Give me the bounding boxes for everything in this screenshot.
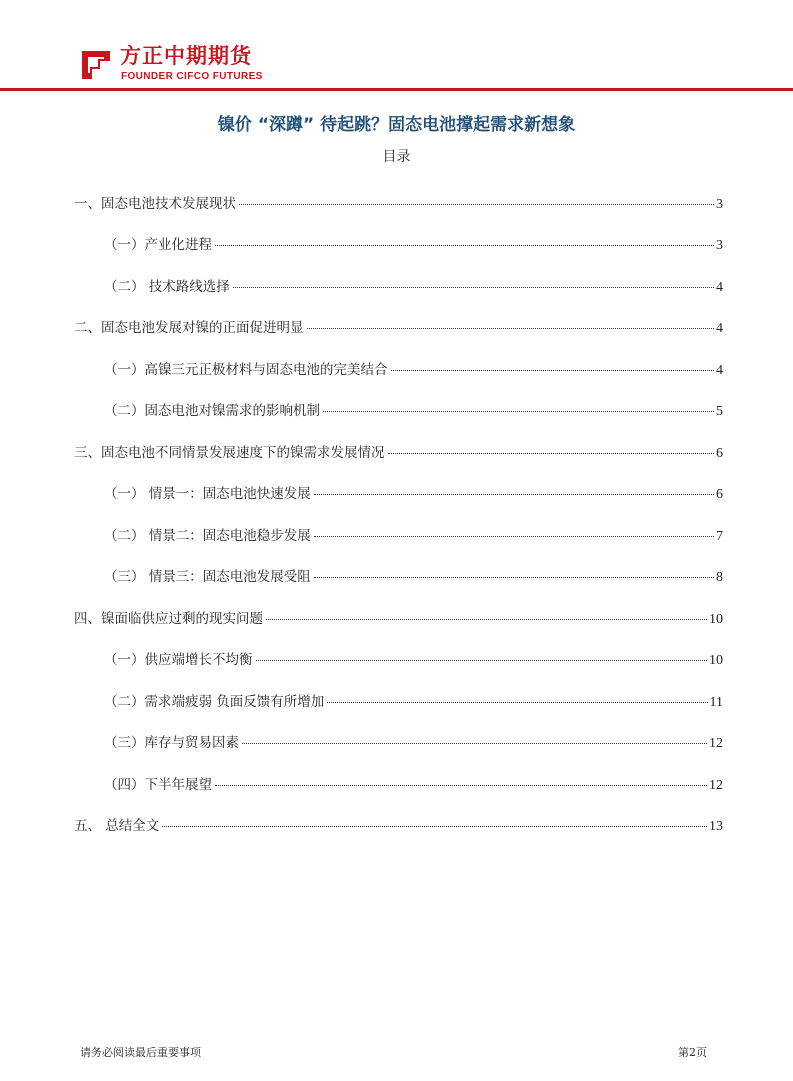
- toc-heading: 目录: [382, 149, 411, 165]
- toc-dot-leader: [256, 660, 708, 661]
- toc-dot-leader: [314, 494, 714, 495]
- toc-entry[interactable]: [104, 484, 723, 504]
- toc-entry[interactable]: [74, 816, 723, 836]
- logo-english-name: FOUNDER CIFCO FUTURES: [121, 71, 263, 82]
- toc-dot-leader: [239, 204, 714, 205]
- footer-disclaimer: 请务必阅读最后重要事项: [80, 1046, 201, 1059]
- toc-entry[interactable]: [104, 733, 723, 753]
- toc-entry-page: 12: [709, 778, 723, 793]
- toc-entry-title: （三） 情景三：固态电池发展受阻: [104, 569, 311, 585]
- toc-dot-leader: [162, 826, 707, 827]
- toc-dot-leader: [314, 536, 714, 537]
- toc-entry-page: 4: [716, 280, 723, 295]
- toc-entry-page: 11: [709, 695, 723, 710]
- footer-page-number: 第2页: [678, 1046, 707, 1059]
- toc-dot-leader: [327, 702, 707, 703]
- toc-entry-page: 13: [709, 819, 723, 834]
- toc-entry-page: 6: [716, 446, 723, 461]
- toc-dot-leader: [233, 287, 714, 288]
- toc-entry-title: 二、固态电池发展对镍的正面促进明显: [74, 320, 304, 336]
- toc-entry-page: 3: [716, 238, 723, 253]
- toc-dot-leader: [323, 411, 714, 412]
- toc-entry-page: 10: [709, 653, 723, 668]
- toc-entry-title: 四、镍面临供应过剩的现实问题: [74, 611, 263, 627]
- toc-entry-title: 五、 总结全文: [74, 818, 160, 834]
- toc-entry-page: 4: [716, 321, 723, 336]
- toc-dot-leader: [307, 328, 715, 329]
- toc-entry-title: （三）库存与贸易因素: [104, 735, 239, 751]
- toc-entry-title: 三、固态电池不同情景发展速度下的镍需求发展情况: [74, 445, 385, 461]
- toc-dot-leader: [266, 619, 707, 620]
- toc-dot-leader: [215, 245, 714, 246]
- toc-entry-title: （二） 技术路线选择: [104, 279, 230, 295]
- toc-entry[interactable]: [104, 692, 723, 712]
- toc-entry[interactable]: [104, 277, 723, 297]
- logo-chinese-name: 方正中期期货: [120, 44, 252, 68]
- toc-entry-title: （一）高镍三元正极材料与固态电池的完美结合: [104, 362, 388, 378]
- toc-entry-page: 6: [716, 487, 723, 502]
- toc-entry-page: 10: [709, 612, 723, 627]
- toc-entry-page: 12: [709, 736, 723, 751]
- toc-entry-page: 8: [716, 570, 723, 585]
- toc-entry-title: 一、固态电池技术发展现状: [74, 196, 236, 212]
- toc-entry[interactable]: [104, 650, 723, 670]
- toc-entry[interactable]: [74, 318, 723, 338]
- toc-entry[interactable]: [104, 526, 723, 546]
- toc-entry-title: （一） 情景一：固态电池快速发展: [104, 486, 311, 502]
- toc-dot-leader: [391, 370, 715, 371]
- toc-entry-page: 3: [716, 197, 723, 212]
- toc-entry[interactable]: [104, 567, 723, 587]
- toc-entry-title: （二） 情景二：固态电池稳步发展: [104, 528, 311, 544]
- toc-dot-leader: [314, 577, 714, 578]
- toc-entry-page: 4: [716, 363, 723, 378]
- toc-entry-title: （四）下半年展望: [104, 777, 212, 793]
- toc-dot-leader: [242, 743, 707, 744]
- toc-entry-title: （二）固态电池对镍需求的影响机制: [104, 403, 320, 419]
- toc-entry[interactable]: [104, 401, 723, 421]
- toc-dot-leader: [215, 785, 707, 786]
- document-title: 镍价 “深蹲” 待起跳？固态电池撑起需求新想象: [217, 115, 576, 135]
- toc-entry-title: （二）需求端疲弱 负面反馈有所增加: [104, 694, 325, 710]
- toc-entry[interactable]: [104, 360, 723, 380]
- toc-entry[interactable]: [74, 194, 723, 214]
- toc-entry-page: 5: [716, 404, 723, 419]
- toc-entry[interactable]: [104, 235, 723, 255]
- toc-entry-page: 7: [716, 529, 723, 544]
- toc-entry[interactable]: [74, 609, 723, 629]
- toc-entry-title: （一）供应端增长不均衡: [104, 652, 253, 668]
- toc-entry-title: （一）产业化进程: [104, 237, 212, 253]
- toc-entry[interactable]: [74, 443, 723, 463]
- toc-entry[interactable]: [104, 775, 723, 795]
- toc-dot-leader: [388, 453, 715, 454]
